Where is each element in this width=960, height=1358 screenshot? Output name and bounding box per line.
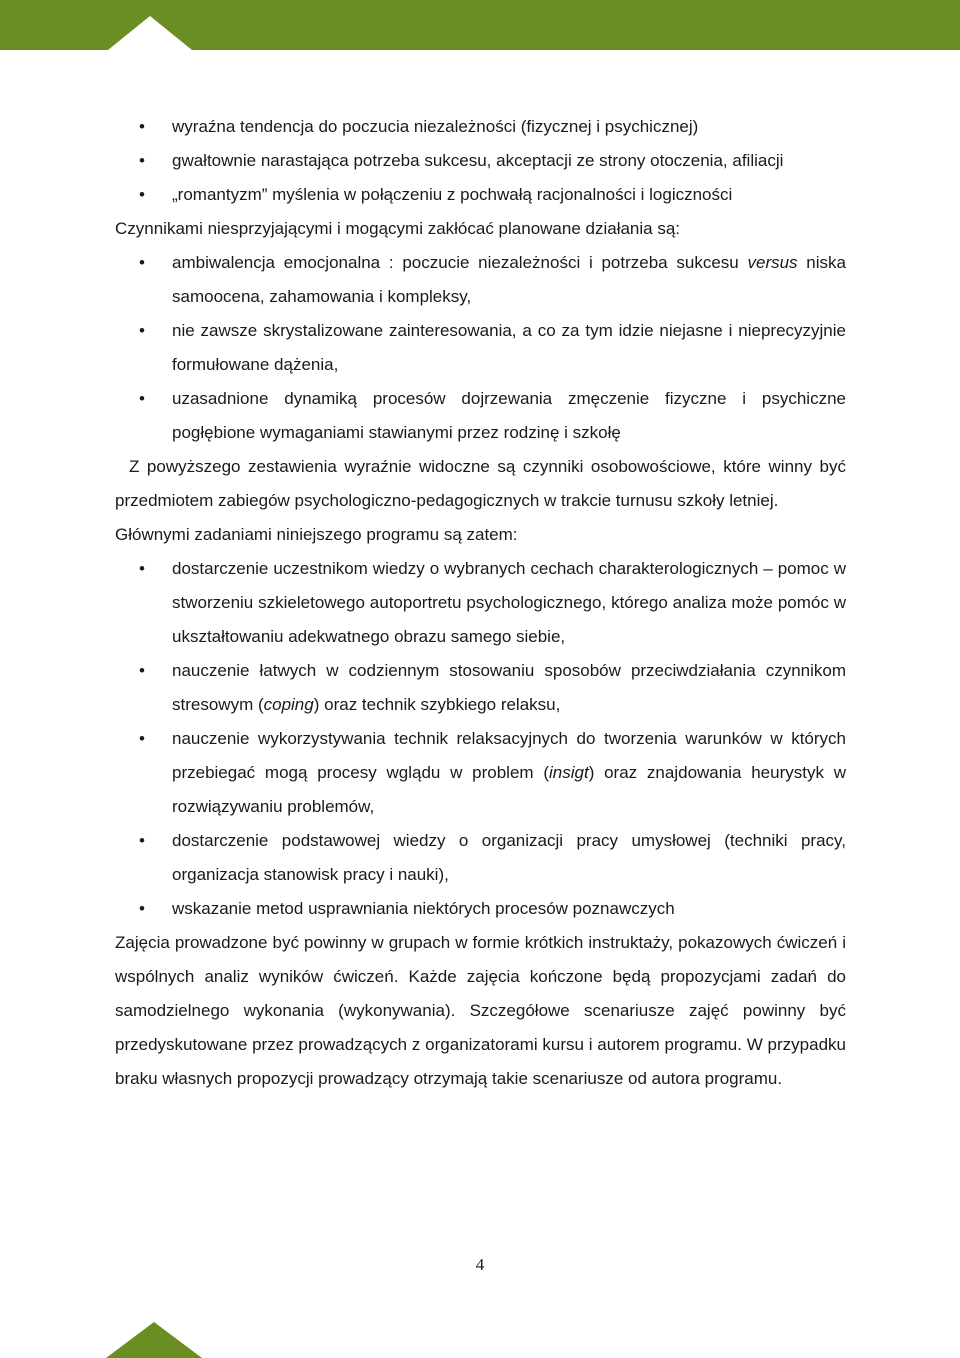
list-item: • gwałtownie narastająca potrzeba sukcesu, akceptacji ze strony otoczenia, afiliacji (115, 144, 846, 178)
item-text-italic: coping (263, 695, 314, 714)
list-item: • wskazanie metod usprawniania niektórych procesów poznawczych (115, 892, 846, 926)
list-item (115, 722, 846, 824)
item-text: nauczenie wykorzystywania technik relaksacyjnych do tworzenia warunków w których przebiegać mogą procesy wglądu w problem ( (172, 729, 846, 782)
classes-paragraph: Zajęcia prowadzone być powinny w grupach w formie krótkich instruktaży, pokazowych ćwiczeń i wspólnych analiz wyników ćwiczeń. Każde zajęcia kończone będą propozycjami zadań do samodzielnego wykonania (wykonywania). Szczegółowe scenariusze zajęć powinny być przedyskutowane przez prowadzących z organizatorami kursu i autorem programu. W przypadku braku własnych propozycji prowadzący otrzymają takie scenariusze od autora programu. (115, 933, 846, 1088)
footer-triangle (106, 1322, 202, 1358)
item-text-italic: versus (747, 253, 798, 272)
item-text: ) oraz znajdowania heurystyk w rozwiązywaniu problemów, (172, 763, 846, 816)
list-item (115, 654, 846, 722)
list-item (115, 246, 846, 314)
page-number: 4 (475, 1255, 485, 1274)
item-text: ambiwalencja emocjonalna : poczucie niezależności i potrzeba sukcesu (172, 253, 748, 272)
tasks-intro: Głównymi zadaniami niniejszego programu są zatem: (115, 525, 518, 544)
unfavorable-factors-intro: Czynnikami niesprzyjającymi i mogącymi zakłócać planowane działania są: (115, 219, 681, 238)
tendencies-list (115, 110, 846, 212)
tasks-list (115, 552, 846, 926)
item-text: nauczenie łatwych w codziennym stosowaniu sposobów przeciwdziałania czynnikom stresowym ( (172, 661, 846, 714)
list-item: • dostarczenie podstawowej wiedzy o organizacji pracy umysłowej (techniki pracy, organizacja stanowisk pracy i nauki), (115, 824, 846, 892)
header-notch (108, 16, 192, 50)
summary-paragraph: Z powyższego zestawienia wyraźnie widoczne są czynniki osobowościowe, które winny być przedmiotem zabiegów psychologiczno-pedagogicznych w trakcie turnusu szkoły letniej. (115, 457, 846, 510)
list-item: • nie zawsze skrystalizowane zainteresowania, a co za tym idzie niejasne i nieprecyzyjnie formułowane dążenia, (115, 314, 846, 382)
item-text: niska samoocena, zahamowania i kompleksy, (172, 253, 846, 306)
document-body (115, 110, 846, 1096)
list-item: • uzasadnione dynamiką procesów dojrzewania zmęczenie fizyczne i psychiczne pogłębione wymaganiami stawianymi przez rodzinę i szkołę (115, 382, 846, 450)
list-item: • „romantyzm” myślenia w połączeniu z pochwałą racjonalności i logiczności (115, 178, 846, 212)
list-item: • wyraźna tendencja do poczucia niezależności (fizycznej i psychicznej) (115, 110, 846, 144)
list-item: • dostarczenie uczestnikom wiedzy o wybranych cechach charakterologicznych – pomoc w stworzeniu szkieletowego autoportretu psychologicznego, którego analiza może pomóc w ukształtowaniu adekwatnego obrazu samego siebie, (115, 552, 846, 654)
item-text-italic: insigt (549, 763, 589, 782)
unfavorable-factors-list (115, 246, 846, 450)
item-text: ) oraz technik szybkiego relaksu, (313, 695, 561, 714)
